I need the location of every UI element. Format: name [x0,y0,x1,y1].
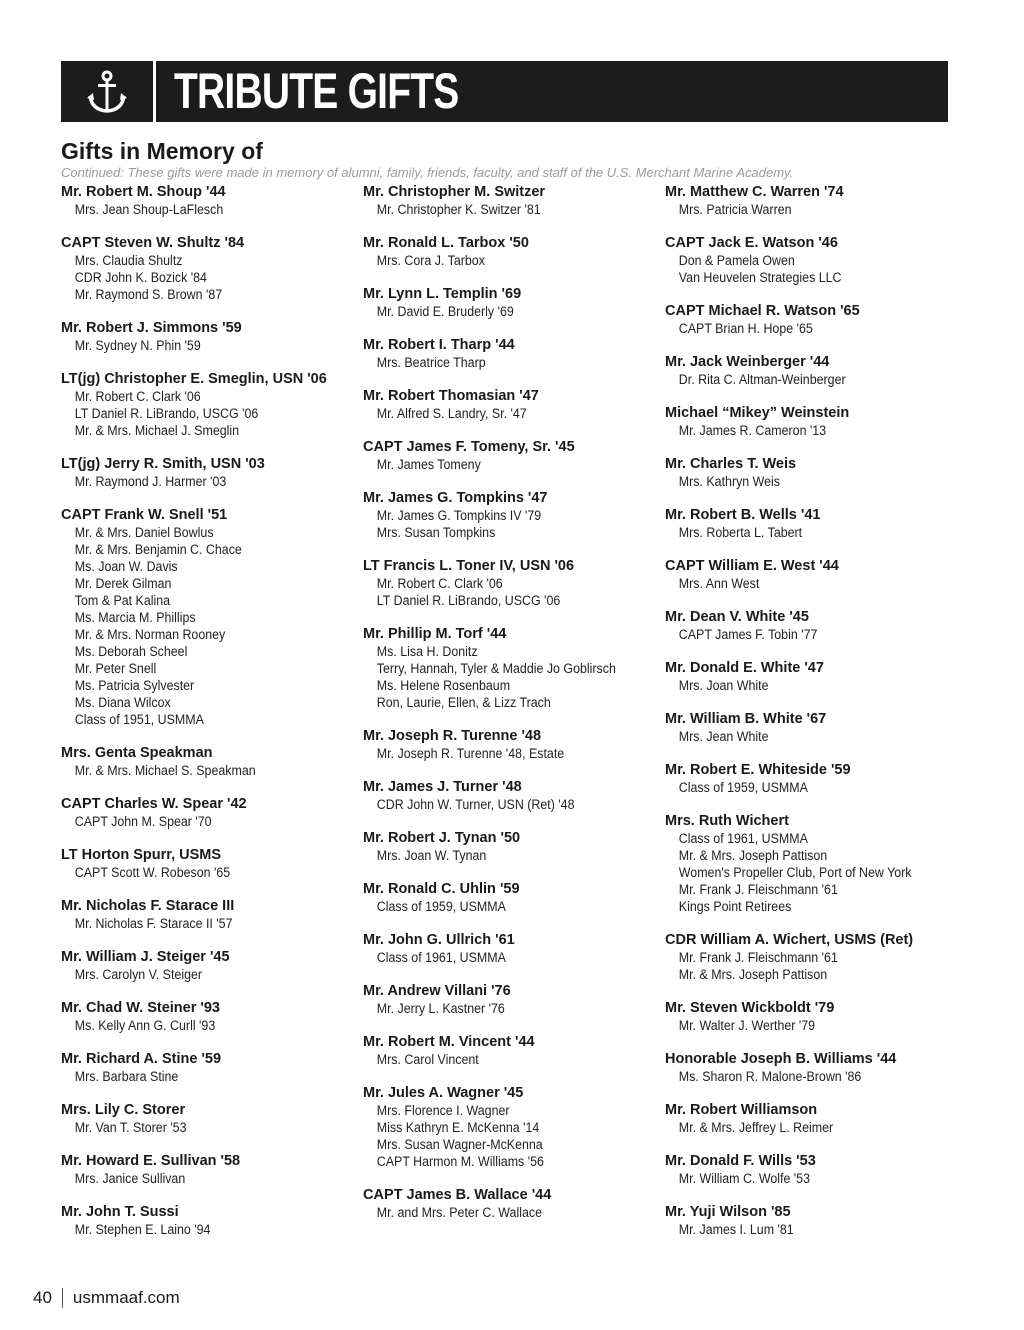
donor-name: Mr. Alfred S. Landry, Sr. '47 [376,406,527,421]
donor-name: CAPT Scott W. Robeson '65 [74,865,231,880]
honoree-name: Mr. Robert Williamson [665,1102,818,1118]
donor-name: Mrs. Jean Shoup-LaFlesch [74,202,224,217]
donor-name: CAPT Harmon M. Williams '56 [376,1154,544,1169]
donor-name: Mrs. Joan White [678,678,769,693]
donor-name: Mrs. Janice Sullivan [74,1171,186,1186]
donor-name: Mr. and Mrs. Peter C. Wallace [376,1205,542,1220]
tribute-entry [61,1153,361,1187]
honoree-name: Mr. Donald E. White '47 [665,660,824,676]
donor-name: Kings Point Retirees [678,899,792,914]
donor-name: Mrs. Jean White [678,729,769,744]
honoree-name: CAPT Jack E. Watson '46 [665,235,838,251]
tribute-entry [363,626,663,711]
donor-name: Mr. Van T. Storer '53 [74,1120,187,1135]
donor-name: Women's Propeller Club, Port of New York [678,865,912,880]
honoree-name: CAPT James F. Tomeny, Sr. '45 [363,439,575,455]
honoree-name: Mr. Joseph R. Turenne '48 [363,728,542,744]
tribute-entry [61,184,361,218]
donor-name: Miss Kathryn E. McKenna '14 [376,1120,540,1135]
honoree-name: Mr. Ronald C. Uhlin '59 [363,881,520,897]
donor-name: Ms. Joan W. Davis [74,559,178,574]
honoree-name: LT(jg) Jerry R. Smith, USN '03 [61,456,265,472]
honoree-name: CDR William A. Wichert, USMS (Ret) [665,932,914,948]
tribute-entry [665,932,965,983]
donor-name: Ms. Sharon R. Malone-Brown '86 [678,1069,862,1084]
honoree-name: Mr. James J. Turner '48 [363,779,522,795]
donor-name: Mrs. Susan Wagner-McKenna [376,1137,543,1152]
tribute-entry [61,796,361,830]
tribute-entry [61,1000,361,1034]
honoree-name: Mr. Robert J. Tynan '50 [363,830,521,846]
donor-name: Ron, Laurie, Ellen, & Lizz Trach [376,695,551,710]
tribute-entry [363,728,663,762]
page-footer [33,1288,180,1308]
honoree-name: CAPT Charles W. Spear '42 [61,796,247,812]
tribute-entry [665,558,965,592]
tribute-entry [665,235,965,286]
column-2 [363,184,663,1238]
donor-name: Mrs. Patricia Warren [678,202,792,217]
tribute-entry [665,1153,965,1187]
honoree-name: Mr. William B. White '67 [665,711,827,727]
tribute-entry [363,286,663,320]
donor-name: Ms. Marcia M. Phillips [74,610,196,625]
donor-name: Mr. Peter Snell [74,661,157,676]
banner-title: TRIBUTE GIFTS [174,63,459,119]
honoree-name: Mr. Lynn L. Templin '69 [363,286,522,302]
donor-name: CDR John K. Bozick '84 [74,270,207,285]
tribute-entry [61,898,361,932]
tribute-entry [363,1085,663,1170]
donor-name: Mr. William C. Wolfe '53 [678,1171,811,1186]
tribute-entry [61,1204,361,1238]
honoree-name: Mr. Matthew C. Warren '74 [665,184,844,200]
tribute-entry [665,184,965,218]
donor-name: Class of 1959, USMMA [376,899,506,914]
tribute-entry [363,932,663,966]
honoree-name: CAPT Steven W. Shultz '84 [61,235,245,251]
donor-name: LT Daniel R. LiBrando, USCG '06 [376,593,561,608]
donor-name: Mr. Raymond J. Harmer '03 [74,474,227,489]
tribute-entry [363,881,663,915]
tribute-entry [363,558,663,609]
donor-name: CAPT John M. Spear '70 [74,814,212,829]
tribute-entry [665,813,965,915]
donor-name: Van Heuvelen Strategies LLC [678,270,842,285]
tribute-entry [665,507,965,541]
honoree-name: Mr. Jack Weinberger '44 [665,354,830,370]
honoree-name: Mr. John T. Sussi [61,1204,179,1220]
honoree-name: LT(jg) Christopher E. Smeglin, USN '06 [61,371,327,387]
donor-name: Mr. Joseph R. Turenne '48, Estate [376,746,565,761]
honoree-name: Mr. Christopher M. Switzer [363,184,546,200]
honoree-name: Mr. Robert M. Shoup '44 [61,184,226,200]
donor-name: Mrs. Cora J. Tarbox [376,253,485,268]
tribute-entry [61,949,361,983]
donor-name: Mr. James R. Cameron '13 [678,423,827,438]
donor-name: Mrs. Barbara Stine [74,1069,179,1084]
donor-name: Mr. & Mrs. Daniel Bowlus [74,525,214,540]
anchor-icon [61,61,156,122]
honoree-name: CAPT William E. West '44 [665,558,839,574]
donor-name: Mrs. Ann West [678,576,760,591]
honoree-name: Mr. Ronald L. Tarbox '50 [363,235,529,251]
tribute-entry [665,1051,965,1085]
column-3 [665,184,965,1255]
donor-name: Mr. Derek Gilman [74,576,172,591]
honoree-name: Mr. Charles T. Weis [665,456,797,472]
donor-name: Don & Pamela Owen [678,253,795,268]
honoree-name: Honorable Joseph B. Williams '44 [665,1051,897,1067]
tribute-entry [61,320,361,354]
honoree-name: LT Horton Spurr, USMS [61,847,222,863]
page-subtitle: Continued: These gifts were made in memory of alumni, family, friends, faculty, and staff of the U.S. Merchant Marine Academy. [61,165,794,180]
honoree-name: Mr. Yuji Wilson '85 [665,1204,791,1220]
donor-name: Mr. & Mrs. Michael J. Smeglin [74,423,240,438]
donor-name: Class of 1959, USMMA [678,780,808,795]
honoree-name: CAPT James B. Wallace '44 [363,1187,552,1203]
honoree-name: Michael “Mikey” Weinstein [665,405,850,421]
tribute-entry [665,1000,965,1034]
donor-name: Mr. & Mrs. Joseph Pattison [678,848,828,863]
donor-name: CAPT James F. Tobin '77 [678,627,818,642]
tribute-entry [363,1034,663,1068]
tribute-entry [363,830,663,864]
donor-name: Mr. James Tomeny [376,457,481,472]
tribute-entry [665,711,965,745]
footer-divider [62,1288,63,1308]
page-number: 40 [33,1288,52,1307]
tribute-entry [363,1187,663,1221]
tribute-entry [363,439,663,473]
tribute-entry [665,609,965,643]
donor-name: Mrs. Beatrice Tharp [376,355,486,370]
footer-site: usmmaaf.com [72,1288,180,1307]
honoree-name: Mr. Donald F. Wills '53 [665,1153,816,1169]
honoree-name: Mr. Jules A. Wagner '45 [363,1085,524,1101]
tribute-entry [363,490,663,541]
honoree-name: Mr. Richard A. Stine '59 [61,1051,222,1067]
honoree-name: Mr. Robert B. Wells '41 [665,507,821,523]
donor-name: Mr. Frank J. Fleischmann '61 [678,950,838,965]
donor-name: Mr. Sydney N. Phin '59 [74,338,201,353]
donor-name: Mr. Frank J. Fleischmann '61 [678,882,838,897]
page-title: Gifts in Memory of [61,138,263,164]
honoree-name: Mr. Howard E. Sullivan '58 [61,1153,241,1169]
honoree-name: Mr. Phillip M. Torf '44 [363,626,507,642]
honoree-name: CAPT Michael R. Watson '65 [665,303,860,319]
donor-name: Mrs. Joan W. Tynan [376,848,487,863]
honoree-name: Mr. Robert J. Simmons '59 [61,320,242,336]
donor-name: Mr. Robert C. Clark '06 [74,389,201,404]
honoree-name: Mr. Robert E. Whiteside '59 [665,762,851,778]
tribute-entry [665,1102,965,1136]
donor-name: Mr. & Mrs. Benjamin C. Chace [74,542,242,557]
honoree-name: Mrs. Lily C. Storer [61,1102,186,1118]
donor-name: Mr. & Mrs. Joseph Pattison [678,967,828,982]
honoree-name: Mr. Robert Thomasian '47 [363,388,539,404]
honoree-name: Mr. Nicholas F. Starace III [61,898,235,914]
donor-name: Mrs. Claudia Shultz [74,253,183,268]
donor-name: Mrs. Susan Tompkins [376,525,496,540]
tribute-columns [61,184,961,1264]
donor-name: Dr. Rita C. Altman-Weinberger [678,372,846,387]
donor-name: Mr. Christopher K. Switzer '81 [376,202,541,217]
tribute-entry [665,660,965,694]
donor-name: Ms. Kelly Ann G. Curll '93 [74,1018,216,1033]
tribute-entry [61,507,361,728]
tribute-entry [665,456,965,490]
donor-name: Mr. David E. Bruderly '69 [376,304,514,319]
donor-name: Mr. Robert C. Clark '06 [376,576,503,591]
donor-name: Tom & Pat Kalina [74,593,171,608]
tribute-entry [665,354,965,388]
donor-name: Mr. James I. Lum '81 [678,1222,794,1237]
donor-name: Ms. Helene Rosenbaum [376,678,511,693]
tribute-entry [665,1204,965,1238]
donor-name: Mrs. Kathryn Weis [678,474,781,489]
donor-name: CDR John W. Turner, USN (Ret) '48 [376,797,575,812]
tribute-entry [363,337,663,371]
honoree-name: LT Francis L. Toner IV, USN '06 [363,558,575,574]
honoree-name: Mr. John G. Ullrich '61 [363,932,515,948]
honoree-name: Mr. Robert M. Vincent '44 [363,1034,535,1050]
donor-name: Mrs. Florence I. Wagner [376,1103,510,1118]
honoree-name: Mr. James G. Tompkins '47 [363,490,548,506]
tribute-entry [363,388,663,422]
tribute-entry [665,303,965,337]
donor-name: Mr. & Mrs. Norman Rooney [74,627,226,642]
tribute-entry [61,847,361,881]
tribute-entry [61,456,361,490]
donor-name: Mr. Jerry L. Kastner '76 [376,1001,505,1016]
donor-name: Mr. James G. Tompkins IV '79 [376,508,542,523]
column-1 [61,184,361,1255]
donor-name: Mr. & Mrs. Jeffrey L. Reimer [678,1120,834,1135]
honoree-name: Mr. Andrew Villani '76 [363,983,511,999]
section-banner [61,61,948,122]
honoree-name: Mrs. Genta Speakman [61,745,213,761]
donor-name: Mrs. Carol Vincent [376,1052,479,1067]
honoree-name: Mr. William J. Steiger '45 [61,949,230,965]
tribute-entry [665,762,965,796]
donor-name: Mr. Walter J. Werther '79 [678,1018,816,1033]
tribute-entry [665,405,965,439]
tribute-entry [61,371,361,439]
honoree-name: CAPT Frank W. Snell '51 [61,507,228,523]
honoree-name: Mr. Dean V. White '45 [665,609,809,625]
donor-name: Terry, Hannah, Tyler & Maddie Jo Goblirsch [376,661,616,676]
donor-name: Class of 1951, USMMA [74,712,204,727]
donor-name: Ms. Deborah Scheel [74,644,188,659]
honoree-name: Mr. Steven Wickboldt '79 [665,1000,835,1016]
donor-name: Mrs. Roberta L. Tabert [678,525,803,540]
honoree-name: Mr. Chad W. Steiner '93 [61,1000,220,1016]
donor-name: LT Daniel R. LiBrando, USCG '06 [74,406,259,421]
tribute-entry [363,235,663,269]
donor-name: Class of 1961, USMMA [678,831,808,846]
donor-name: Mrs. Carolyn V. Steiger [74,967,203,982]
tribute-entry [363,184,663,218]
honoree-name: Mrs. Ruth Wichert [665,813,789,829]
honoree-name: Mr. Robert I. Tharp '44 [363,337,515,353]
donor-name: Mr. Nicholas F. Starace II '57 [74,916,233,931]
tribute-entry [363,779,663,813]
donor-name: Class of 1961, USMMA [376,950,506,965]
tribute-entry [61,1051,361,1085]
tribute-entry [363,983,663,1017]
donor-name: Mr. Raymond S. Brown '87 [74,287,223,302]
tribute-entry [61,745,361,779]
donor-name: Ms. Diana Wilcox [74,695,171,710]
donor-name: Ms. Patricia Sylvester [74,678,195,693]
donor-name: Mr. Stephen E. Laino '94 [74,1222,211,1237]
donor-name: CAPT Brian H. Hope '65 [678,321,813,336]
donor-name: Mr. & Mrs. Michael S. Speakman [74,763,256,778]
tribute-entry [61,1102,361,1136]
tribute-entry [61,235,361,303]
donor-name: Ms. Lisa H. Donitz [376,644,478,659]
